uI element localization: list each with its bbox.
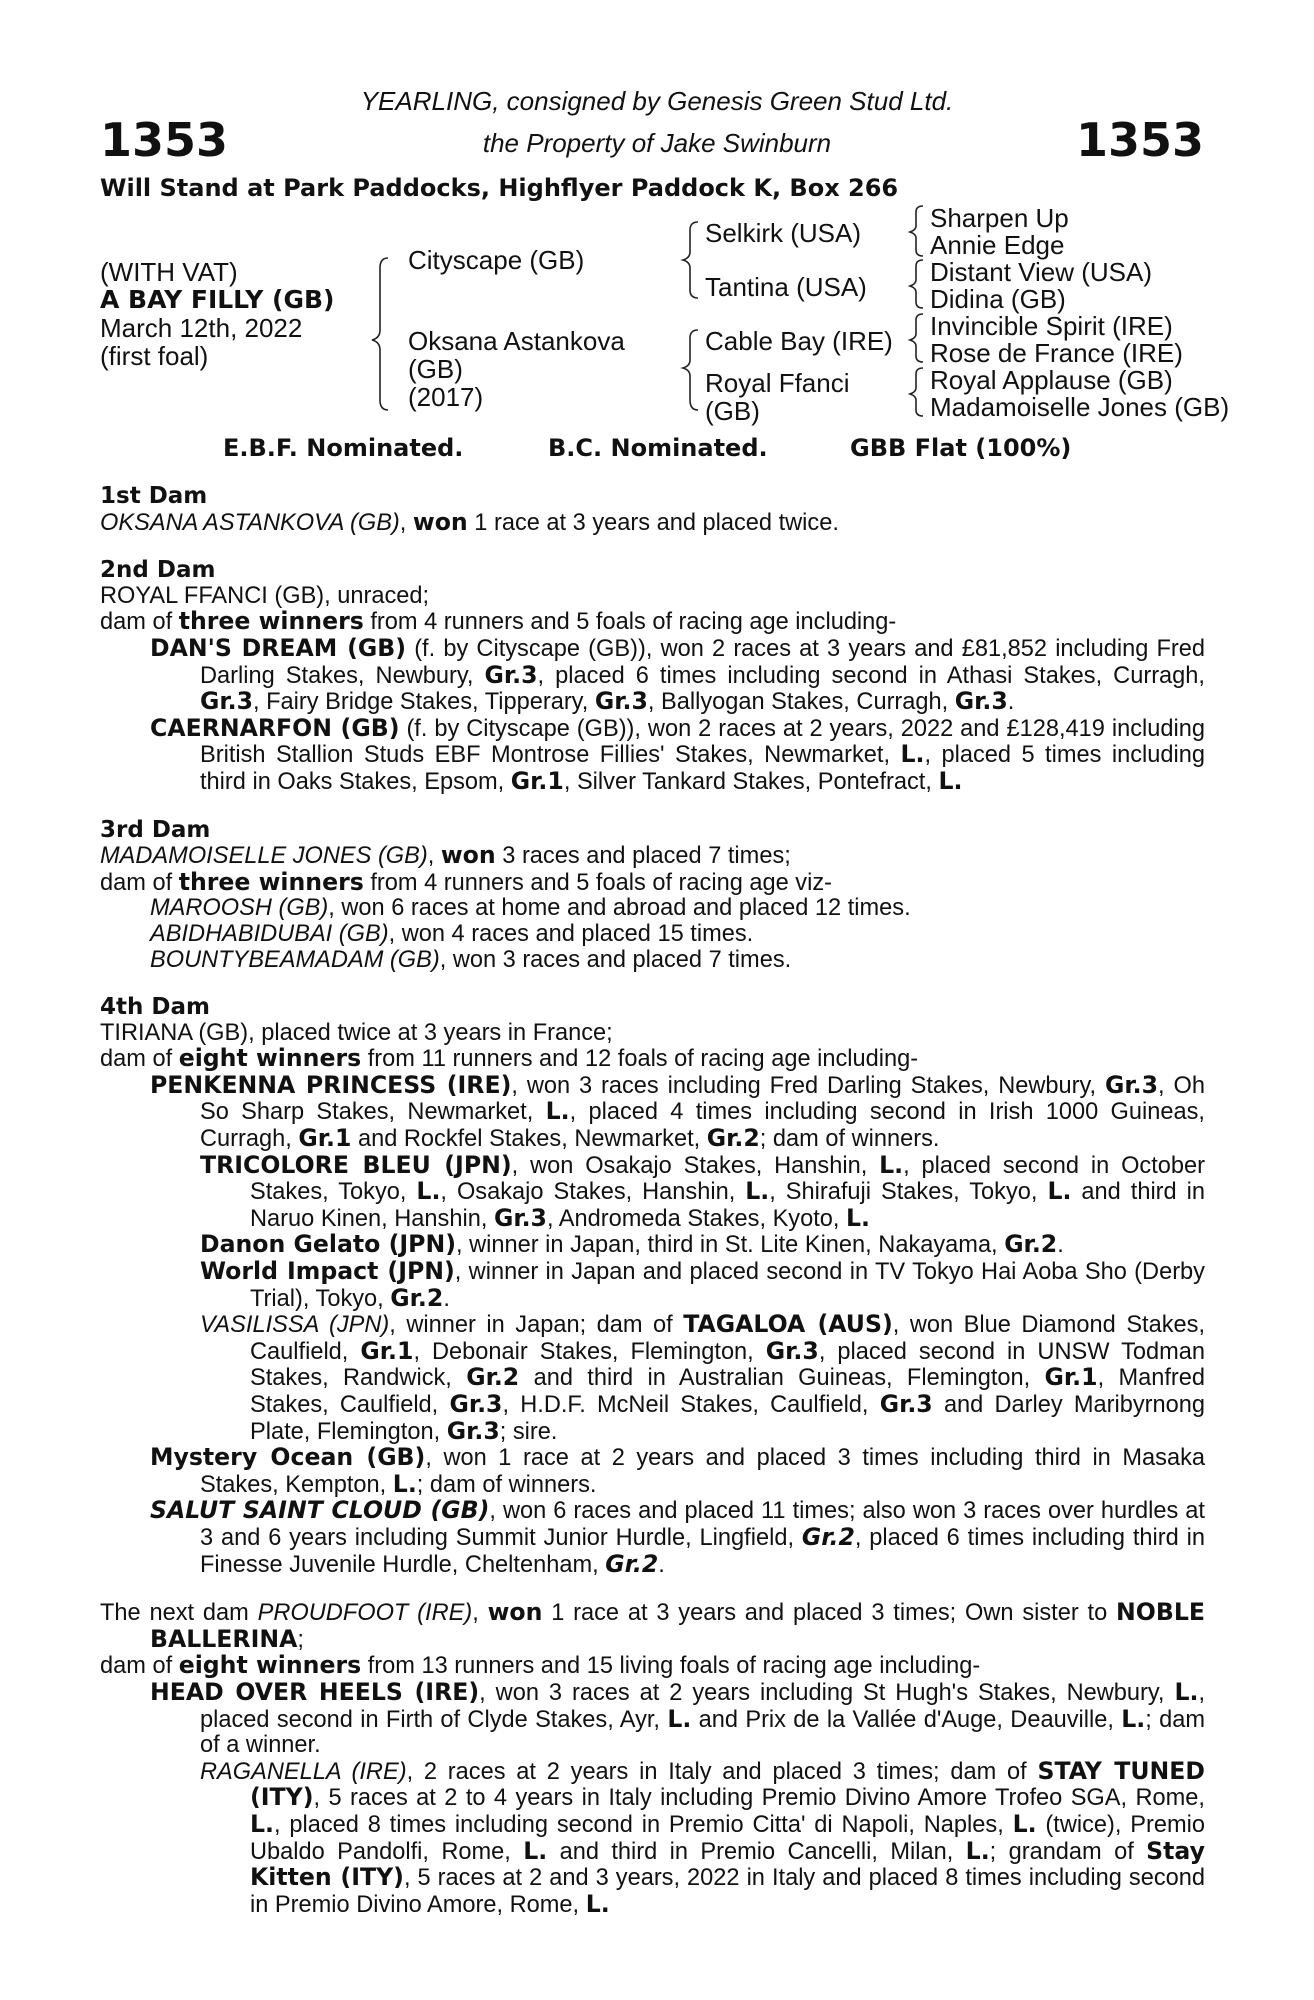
text-fragment: Gr.2 — [390, 1283, 444, 1312]
dam — [408, 327, 625, 411]
text-fragment: , won 4 races and placed 15 times. — [388, 920, 754, 947]
dam-dam-line2: (GB) — [705, 396, 760, 426]
text-fragment: eight winners — [178, 1044, 362, 1073]
text-fragment: HEAD OVER HEELS (IRE) — [150, 1677, 480, 1706]
fourth-dam-section — [100, 995, 1205, 1578]
pedigree-notes — [100, 484, 1205, 1918]
text-fragment: Gr.1 — [298, 1124, 352, 1153]
text-fragment: , Oh So Sharp Stakes, Newmarket, — [200, 1072, 1205, 1126]
list-item — [200, 1150, 1206, 1233]
text-fragment: Mystery Ocean (GB) — [150, 1443, 426, 1472]
runners-text: from 4 runners and 5 foals of racing age including- — [370, 609, 897, 636]
text-fragment: from 4 runners and 5 foals of racing age viz- — [370, 869, 832, 896]
paragraph — [100, 1046, 1205, 1073]
ssd: Annie Edge — [930, 230, 1065, 260]
vat-label: (WITH VAT) — [100, 257, 238, 287]
text-fragment: , 5 races at 2 to 4 years in Italy including Premio Divino Amore Trofeo SGA, Rome, — [313, 1785, 1205, 1812]
text-fragment: . — [443, 1285, 450, 1312]
text-fragment: , placed second in October Stakes, Tokyo, — [250, 1152, 1205, 1206]
text-fragment: (f. by Cityscape (GB)), won 2 races at 3 years and £81,852 including Fred Darling Stakes, Newbury, — [200, 635, 1206, 689]
first-dam-name: OKSANA ASTANKOVA (GB) — [100, 509, 400, 536]
dam-year: (2017) — [408, 382, 484, 412]
horse-dob: March 12th, 2022 — [100, 313, 303, 343]
text-fragment: RAGANELLA (IRE) — [200, 1758, 407, 1785]
text-fragment: L. — [745, 1177, 770, 1206]
horse-name-bold: CAERNARFON (GB) — [150, 713, 400, 742]
text-fragment: (f. by Cityscape (GB)), won 2 races at 2 years, 2022 and £128,419 including British Stallion Studs EBF Montrose Fillies' Stakes, Newmarket, — [200, 715, 1205, 769]
text-fragment: , won 6 races and placed 11 times; also won 3 races over hurdles at 3 and 6 years including Summit Junior Hurdle, Lingfield, — [200, 1498, 1205, 1551]
text-fragment: , Fairy Bridge Stakes, Tipperary, — [253, 689, 589, 716]
text-fragment: , winner in Japan, third in St. Lite Kinen, Nakayama, — [455, 1232, 998, 1259]
text-fragment: Gr.2 — [605, 1549, 659, 1578]
text-fragment: Gr.2 — [801, 1522, 855, 1551]
text-fragment: 3 races and placed 7 times; — [502, 843, 791, 870]
sss: Sharpen Up — [930, 203, 1069, 233]
text-fragment: L. — [900, 740, 925, 769]
consignor-line: YEARLING, consigned by Genesis Green Stud Ltd. — [360, 86, 954, 116]
text-fragment: L. — [416, 1177, 441, 1206]
dam-name-line2: (GB) — [408, 354, 463, 384]
ddd: Madamoiselle Jones (GB) — [930, 392, 1230, 422]
text-fragment: three winners — [178, 867, 364, 896]
lot-number-left: 1353 — [100, 113, 229, 167]
dam-sire: Cable Bay (IRE) — [705, 326, 893, 356]
ebf-nomination: E.B.F. Nominated. — [223, 434, 464, 462]
text-fragment: L. — [1012, 1809, 1037, 1838]
list-item — [150, 1498, 1205, 1578]
list-item — [200, 1259, 1205, 1312]
brace-gen2-lower — [683, 330, 698, 410]
text-fragment: PROUDFOOT (IRE) — [257, 1600, 473, 1627]
dam-dam-line1: Royal Ffanci — [705, 368, 850, 398]
text-fragment: Gr.3 — [200, 687, 254, 716]
text-fragment: Gr.1 — [510, 766, 564, 795]
text-fragment: L. — [667, 1704, 692, 1733]
text-fragment: , Debonair Stakes, Flemington, — [413, 1338, 754, 1365]
text-fragment: , placed 6 times including second in Athasi Stakes, Curragh, — [537, 662, 1205, 689]
text-fragment: ; sire. — [499, 1418, 558, 1445]
fourth-dam-heading: 4th Dam — [100, 994, 210, 1021]
paragraph: MADAMOISELLE JONES (GB), won 3 races and placed 7 times; — [100, 841, 791, 870]
list-item — [150, 896, 1205, 922]
text-fragment: won — [487, 1598, 543, 1627]
horse-name-bold: DAN'S DREAM (GB) — [150, 633, 406, 662]
list-item — [200, 1756, 1206, 1919]
second-dam-section — [100, 558, 1205, 795]
list-item — [200, 1312, 1205, 1445]
text-fragment: 1 race at 3 years and placed 3 times; Own sister to — [551, 1600, 1108, 1627]
text-fragment: Gr.3 — [446, 1416, 500, 1445]
text-fragment: Gr.2 — [466, 1363, 520, 1392]
list-item — [150, 1070, 1205, 1153]
text-fragment: L. — [1047, 1177, 1072, 1206]
text-fragment: , placed second in UNSW Todman Stakes, Randwick, — [250, 1338, 1206, 1392]
dam-of: dam of — [100, 609, 173, 636]
dam-dam — [705, 369, 850, 425]
text-fragment: Stay Kitten (ITY) — [250, 1836, 1206, 1892]
text-fragment: ; dam of winners. — [416, 1471, 597, 1498]
text-fragment: from 11 runners and 12 foals of racing age including- — [367, 1046, 919, 1073]
list-item — [150, 633, 1206, 716]
text-fragment: and Rockfel Stakes, Newmarket, — [357, 1126, 701, 1153]
text-fragment: , Osakajo Stakes, Hanshin, — [440, 1179, 736, 1206]
text-fragment: L. — [545, 1097, 570, 1126]
text-fragment: ; grandam of — [989, 1838, 1134, 1865]
brace-gen3-3 — [910, 314, 923, 362]
text-fragment: L. — [523, 1836, 548, 1865]
text-fragment: , 5 races at 2 and 3 years, 2022 in Italy and placed 8 times including second in Premio Divino Amore, Rome, — [250, 1865, 1205, 1918]
text-fragment: and Darley Maribyrnong Plate, Flemington, — [250, 1392, 1206, 1445]
text-fragment: , won 6 races at home and abroad and placed 12 times. — [328, 895, 911, 922]
text-fragment: , Silver Tankard Stakes, Pontefract, — [563, 768, 932, 795]
text-fragment: dam of — [100, 1653, 173, 1680]
text-fragment: Gr.3 — [765, 1336, 819, 1365]
stand-location: Will Stand at Park Paddocks, Highflyer Paddock K, Box 266 — [100, 174, 899, 202]
text-fragment: , won 3 races at 2 years including St Hugh's Stakes, Newbury, — [479, 1679, 1165, 1706]
dsd: Rose de France (IRE) — [930, 338, 1183, 368]
text-fragment: , Ballyogan Stakes, Curragh, — [647, 689, 949, 716]
text-fragment: (twice), Premio Ubaldo Pandolfi, Rome, — [250, 1811, 1206, 1865]
text-fragment: Gr.3 — [493, 1203, 547, 1232]
paragraph — [100, 609, 1205, 636]
next-dam-line: The next dam PROUDFOOT (IRE), won 1 race at 3 years and placed 3 times; Own sister to NOBLE BALLERINA; — [100, 1598, 1205, 1653]
text-fragment: and third in Australian Guineas, Flemington, — [533, 1365, 1031, 1392]
text-fragment: L. — [879, 1150, 904, 1179]
text-fragment: , won Osakajo Stakes, Hanshin, — [511, 1152, 868, 1179]
text-fragment: , Manfred Stakes, Caulfield, — [250, 1365, 1206, 1418]
paragraph: OKSANA ASTANKOVA (GB), won 1 race at 3 years and placed twice. — [100, 507, 839, 536]
text-fragment: L. — [392, 1469, 417, 1498]
text-fragment: , 2 races at 2 years in Italy and placed 3 times; dam of — [406, 1758, 1027, 1785]
text-fragment: , winner in Japan; dam of — [389, 1312, 673, 1339]
brace-gen1 — [372, 258, 388, 410]
first-dam-heading: 1st Dam — [100, 483, 208, 509]
text-fragment: L. — [1174, 1677, 1199, 1706]
brace-gen2-upper — [683, 222, 698, 298]
text-fragment: and third in Naruo Kinen, Hanshin, — [250, 1179, 1206, 1232]
list-item — [150, 948, 1205, 974]
text-fragment: , placed second in Firth of Clyde Stakes, Ayr, — [200, 1679, 1205, 1733]
third-dam-name: MADAMOISELLE JONES (GB) — [100, 843, 428, 870]
text-fragment: , Andromeda Stakes, Kyoto, — [546, 1205, 840, 1232]
brace-gen3-4 — [910, 368, 923, 416]
brace-gen3-2 — [910, 260, 923, 308]
text-fragment: and third in Premio Cancelli, Milan, — [559, 1838, 954, 1865]
text-fragment: Gr.3 — [484, 660, 538, 689]
sire: Cityscape (GB) — [408, 245, 585, 275]
sire-dam: Tantina (USA) — [705, 272, 867, 302]
second-dam-heading: 2nd Dam — [100, 557, 216, 584]
text-fragment: , placed 8 times including second in Premio Citta' di Napoli, Naples, — [274, 1811, 1004, 1838]
fourth-dam-line: TIRIANA (GB), placed twice at 3 years in France; — [100, 1019, 613, 1046]
text-fragment: , won 3 races including Fred Darling Stakes, Newbury, — [511, 1072, 1097, 1099]
text-fragment: eight winners — [178, 1651, 362, 1680]
sdd: Didina (GB) — [930, 284, 1066, 314]
text-fragment: L. — [1121, 1704, 1146, 1733]
paragraph — [100, 867, 1205, 897]
text-fragment: Gr.3 — [879, 1390, 933, 1418]
text-fragment: ; dam of winners. — [759, 1126, 940, 1153]
list-item — [200, 1232, 1205, 1259]
text-fragment: dam of — [100, 1046, 173, 1073]
text-fragment: , winner in Japan and placed second in TV Tokyo Hai Aoba Sho (Derby Trial), Tokyo, — [250, 1259, 1205, 1312]
bc-nomination: B.C. Nominated. — [548, 434, 768, 462]
lot-number-right: 1353 — [1075, 113, 1204, 167]
text-fragment: , placed 6 times including third in Finesse Juvenile Hurdle, Cheltenham, — [200, 1524, 1205, 1578]
text-fragment: . — [1007, 689, 1015, 716]
text-fragment: from 13 runners and 15 living foals of racing age including- — [367, 1653, 981, 1680]
horse-name: A BAY FILLY (GB) — [100, 285, 335, 314]
text-fragment: and Prix de la Vallée d'Auge, Deauville, — [698, 1706, 1114, 1733]
text-fragment: L. — [846, 1203, 871, 1232]
text-fragment: The next dam — [100, 1600, 249, 1627]
first-dam-section — [100, 484, 1205, 536]
text-fragment: BOUNTYBEAMADAM (GB) — [150, 946, 440, 973]
brace-gen3-1 — [910, 206, 923, 256]
text-fragment: Gr.3 — [954, 687, 1008, 716]
text-fragment: dam of — [100, 869, 173, 896]
text-fragment: . — [658, 1551, 665, 1578]
won-label: won — [412, 507, 468, 536]
text-fragment: Gr.2 — [706, 1124, 760, 1153]
text-fragment: TAGALOA (AUS) — [683, 1310, 893, 1339]
gbb-nomination: GBB Flat (100%) — [850, 434, 1072, 462]
text-fragment: , won 3 races and placed 7 times. — [439, 946, 792, 973]
list-item — [150, 922, 1205, 948]
dam-name-line1: Oksana Astankova — [408, 326, 625, 356]
list-item — [150, 1677, 1206, 1759]
text-fragment: , placed 5 times including third in Oaks Stakes, Epsom, — [200, 742, 1205, 795]
sds: Distant View (USA) — [930, 257, 1153, 287]
third-dam-heading: 3rd Dam — [100, 816, 211, 843]
third-dam-section — [100, 818, 1205, 974]
text-fragment: STAY TUNED (ITY) — [250, 1756, 1205, 1812]
text-fragment: won — [440, 841, 496, 870]
text-fragment: MAROOSH (GB) — [150, 895, 329, 922]
text-fragment: Danon Gelato (JPN) — [200, 1230, 456, 1259]
text-fragment: Gr.1 — [1044, 1363, 1098, 1392]
list-item — [150, 1445, 1205, 1498]
text-fragment: L. — [585, 1889, 610, 1918]
text-fragment: , placed 4 times including second in Irish 1000 Guineas, Curragh, — [200, 1099, 1205, 1153]
paragraph — [100, 1653, 1205, 1680]
text-fragment: PENKENNA PRINCESS (IRE) — [150, 1070, 512, 1099]
text-fragment: , won Blue Diamond Stakes, Caulfield, — [250, 1312, 1205, 1365]
text-fragment: , H.D.F. McNeil Stakes, Caulfield, — [502, 1392, 869, 1418]
sire-sire: Selkirk (USA) — [705, 218, 862, 248]
text-fragment: TRICOLORE BLEU (JPN) — [200, 1150, 512, 1179]
text-fragment: World Impact (JPN) — [200, 1257, 455, 1286]
text-fragment: ; — [297, 1626, 304, 1653]
text-fragment: L. — [250, 1809, 274, 1838]
next-dam-section — [100, 1600, 1205, 1918]
second-dam-line: ROYAL FFANCI (GB), unraced; — [100, 582, 430, 609]
text-fragment: Gr.1 — [360, 1336, 414, 1365]
property-line: the Property of Jake Swinburn — [482, 128, 832, 158]
text-fragment: , won 1 race at 2 years and placed 3 times including third in Masaka Stakes, Kempton, — [200, 1445, 1205, 1498]
text-fragment: Gr.3 — [449, 1390, 503, 1418]
horse-note: (first foal) — [100, 341, 209, 371]
dds: Royal Applause (GB) — [930, 365, 1173, 395]
text-fragment: VASILISSA (JPN) — [200, 1312, 390, 1339]
text-fragment: . — [1057, 1232, 1064, 1259]
text-fragment: SALUT SAINT CLOUD (GB) — [150, 1496, 490, 1525]
text-fragment: ABIDHABIDUBAI (GB) — [150, 920, 389, 947]
text-fragment: , Shirafuji Stakes, Tokyo, — [769, 1179, 1038, 1206]
winners-count: three winners — [178, 607, 364, 636]
text-fragment: Gr.2 — [1004, 1230, 1058, 1259]
text-fragment: L. — [965, 1836, 990, 1865]
text-fragment: NOBLE BALLERINA — [150, 1598, 1205, 1653]
first-dam-text: 1 race at 3 years and placed twice. — [474, 509, 839, 536]
text-fragment: L. — [938, 766, 963, 795]
text-fragment: Gr.3 — [594, 687, 648, 716]
text-fragment: ; dam of a winner. — [200, 1706, 1206, 1759]
text-fragment: Gr.3 — [1105, 1070, 1159, 1099]
list-item — [150, 713, 1205, 796]
dss: Invincible Spirit (IRE) — [930, 311, 1173, 341]
